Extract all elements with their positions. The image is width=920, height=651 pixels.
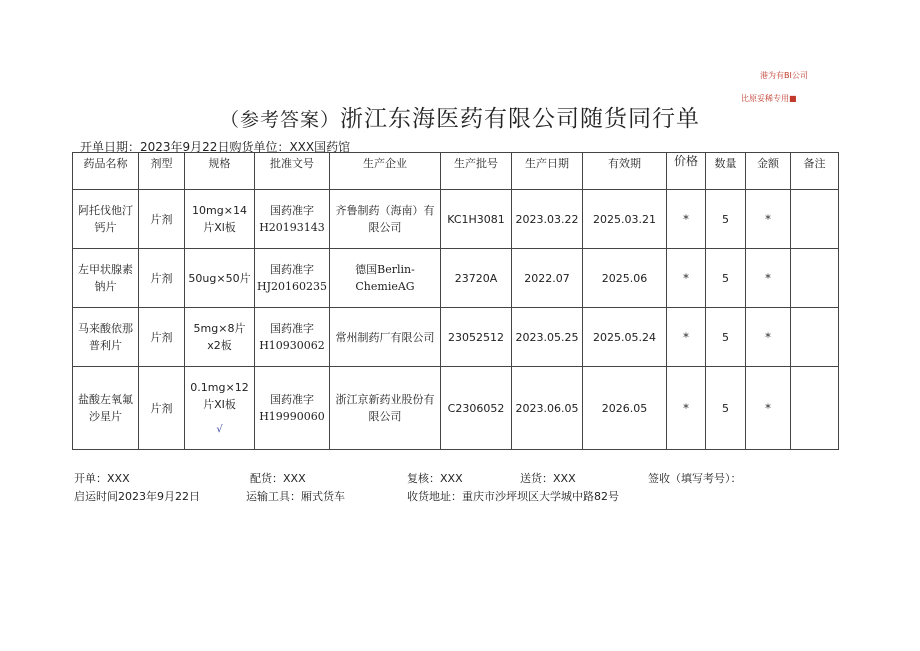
cell-remark [791,308,839,367]
cell-amount: * [746,367,791,450]
seal-text-line-2: 比原妥稀专用■ [741,94,797,103]
header-drug-name: 药品名称 [73,153,139,190]
cell-remark [791,190,839,249]
cell-remark [791,367,839,450]
header-dosage-form: 剂型 [139,153,185,190]
cell-mfg-date: 2022.07 [512,249,583,308]
header-approval-no: 批准文号 [255,153,330,190]
cell-quantity: 5 [706,190,746,249]
cell-quantity: 5 [706,367,746,450]
footer-address: 收货地址：重庆市沙坪坝区大学城中路82号 [407,490,619,503]
cell-approval-no: 国药准字H19990060 [255,367,330,450]
cell-manufacturer: 齐鲁制药（海南）有限公司 [330,190,441,249]
cell-expiry: 2025.05.24 [583,308,667,367]
header-quantity: 数量 [706,153,746,190]
cell-dosage-form: 片剂 [139,249,185,308]
table-row [73,308,839,367]
cell-manufacturer: 常州制药厂有限公司 [330,308,441,367]
cell-spec: 50ug×50片 [185,249,255,308]
cell-quantity: 5 [706,308,746,367]
header-remark: 备注 [791,153,839,190]
cell-price: * [667,249,706,308]
table-header-row [73,153,839,190]
footer-distributor: 配货：XXX [250,472,306,485]
cell-quantity: 5 [706,249,746,308]
cell-batch-no: C2306052 [441,367,512,450]
document-title [0,100,920,133]
cell-spec [185,367,255,450]
header-expiry: 有效期 [583,153,667,190]
cell-drug-name: 阿托伐他汀钙片 [73,190,139,249]
table-row [73,249,839,308]
cell-price: * [667,308,706,367]
footer-transport: 运输工具：厢式货车 [246,490,345,503]
footer-ship-time: 启运时间2023年9月22日 [74,490,200,503]
header-manufacturer: 生产企业 [330,153,441,190]
cell-mfg-date: 2023.03.22 [512,190,583,249]
cell-amount: * [746,249,791,308]
order-meta-line: 开单日期：2023年9月22日购货单位：XXX国药馆 [80,140,351,154]
cell-manufacturer: 浙江京新药业股份有限公司 [330,367,441,450]
cell-approval-no: 国药准字HJ20160235 [255,249,330,308]
cell-batch-no: KC1H3081 [441,190,512,249]
footer-issuer: 开单：XXX [74,472,130,485]
delivery-table [72,152,839,450]
header-mfg-date: 生产日期 [512,153,583,190]
check-mark: √ [216,423,223,435]
cell-expiry: 2026.05 [583,367,667,450]
cell-amount: * [746,308,791,367]
cell-price: * [667,367,706,450]
cell-drug-name: 马来酸依那普利片 [73,308,139,367]
cell-spec: 5mg×8片x2板 [185,308,255,367]
footer-receiver: 签收（填写考号）： [648,472,742,485]
cell-dosage-form: 片剂 [139,367,185,450]
header-amount: 金额 [746,153,791,190]
cell-remark [791,249,839,308]
table-row [73,190,839,249]
cell-spec: 10mg×14片Xl板 [185,190,255,249]
cell-drug-name: 盐酸左氧氟沙星片 [73,367,139,450]
cell-drug-name: 左甲状腺素钠片 [73,249,139,308]
cell-amount: * [746,190,791,249]
header-batch-no: 生产批号 [441,153,512,190]
cell-dosage-form: 片剂 [139,308,185,367]
header-spec: 规格 [185,153,255,190]
cell-manufacturer: 德国Berlin-ChemieAG [330,249,441,308]
footer-deliverer: 送货：XXX [520,472,576,485]
cell-spec-text: 0.1mg×12片XI板 [190,380,249,411]
header-price: 价格 [667,153,706,190]
cell-expiry: 2025.03.21 [583,190,667,249]
footer-reviewer: 复核：XXX [407,472,463,485]
cell-mfg-date: 2023.06.05 [512,367,583,450]
title-main: 浙江东海医药有限公司随货同行单 [340,106,700,132]
cell-approval-no: 国药准字H20193143 [255,190,330,249]
cell-price: * [667,190,706,249]
title-prefix: （参考答案） [219,109,340,131]
cell-mfg-date: 2023.05.25 [512,308,583,367]
cell-approval-no: 国药准字H10930062 [255,308,330,367]
cell-expiry: 2025.06 [583,249,667,308]
seal-text-line-1: 港为有BI公司 [760,71,808,80]
table-row [73,367,839,450]
cell-dosage-form: 片剂 [139,190,185,249]
cell-batch-no: 23720A [441,249,512,308]
cell-batch-no: 23052512 [441,308,512,367]
